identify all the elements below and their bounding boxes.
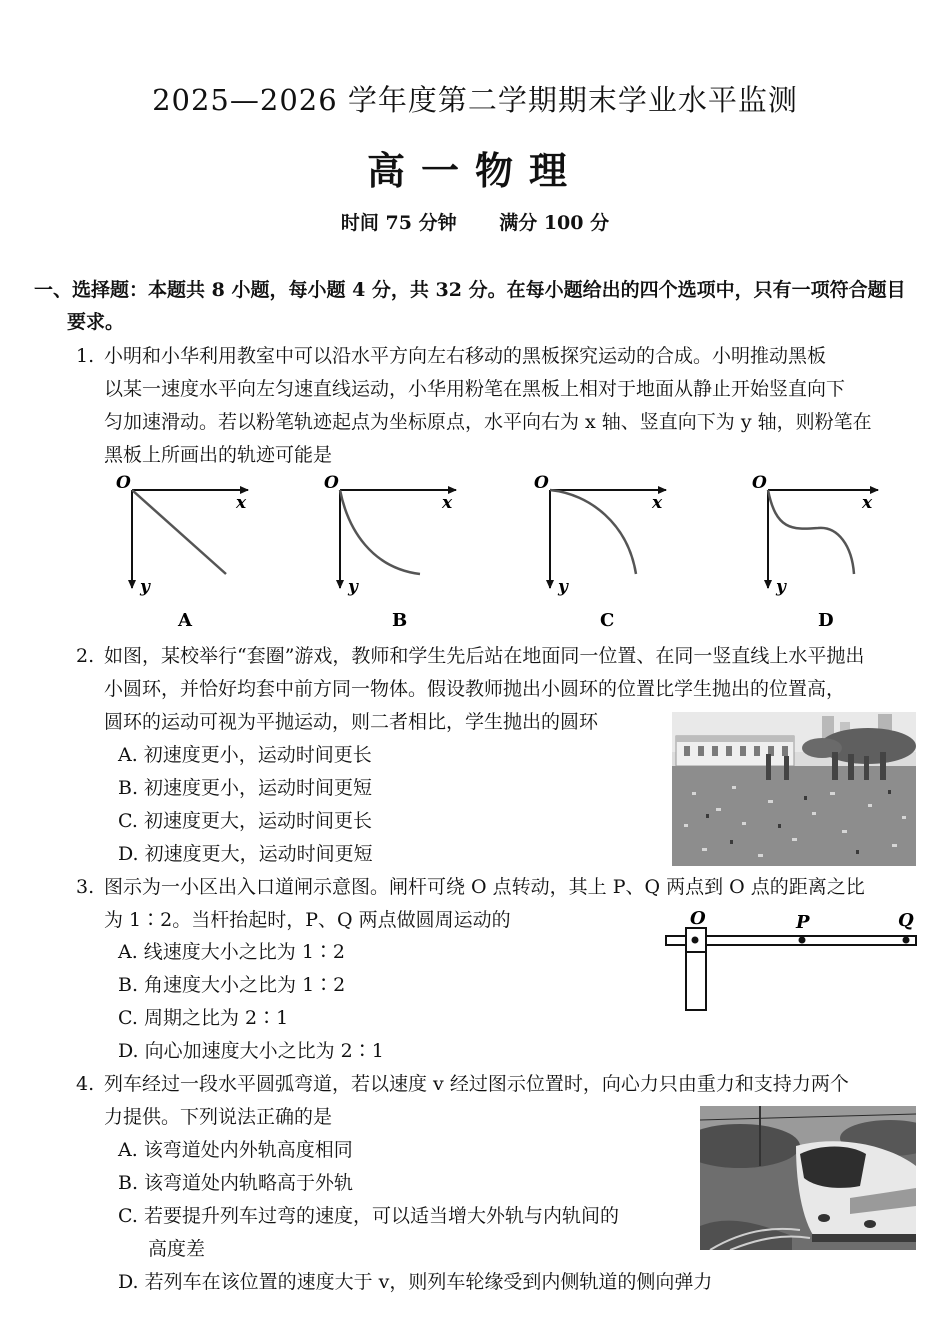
question-1 — [76, 340, 936, 480]
section-1-line2: 要求。 — [67, 311, 125, 333]
exam-time: 时间 75 分钟 — [340, 212, 457, 234]
question-2-line: 小圆环，并恰好均套中前方同一物体。假设教师抛出小圆环的位置比学生抛出的位置高， — [104, 678, 846, 700]
option-c: C. 初速度更大，运动时间更长 — [118, 810, 372, 832]
choice-label-c: C — [600, 610, 615, 631]
question-4-options — [118, 1134, 712, 1299]
option-a: A. 线速度大小之比为 1∶2 — [118, 941, 346, 963]
graph-a — [116, 473, 248, 631]
origin-label: O — [752, 473, 767, 493]
label-o: O — [690, 908, 706, 929]
option-c-continued: 高度差 — [148, 1238, 206, 1260]
choice-label-b: B — [392, 610, 408, 631]
option-b: B. 角速度大小之比为 1∶2 — [118, 974, 346, 996]
y-axis-label: y — [776, 577, 786, 597]
option-a: A. 该弯道处内外轨高度相同 — [118, 1139, 353, 1161]
question-2-options — [118, 739, 373, 871]
origin-label: O — [324, 473, 339, 493]
option-d: D. 若列车在该位置的速度大于 v，则列车轮缘受到内侧轨道的侧向弹力 — [118, 1271, 713, 1293]
exam-meta — [0, 208, 950, 235]
x-axis-label: x — [236, 493, 247, 513]
question-1-line: 小明和小华利用教室中可以沿水平方向左右移动的黑板探究运动的合成。小明推动黑板 — [104, 345, 827, 367]
subject-title: 高一物理 — [366, 148, 583, 193]
barrier-gate-diagram — [660, 906, 922, 1016]
question-2-number: 2. — [76, 645, 95, 667]
exam-title: 2025—2026 学年度第二学期期末学业水平监测 — [152, 83, 798, 117]
graph-c — [534, 473, 666, 631]
question-3-line: 图示为一小区出入口道闸示意图。闸杆可绕 O 点转动，其上 P、Q 两点到 O 点的距离之比 — [104, 876, 865, 898]
question-1-line: 以某一速度水平向左匀速直线运动，小华用粉笔在黑板上相对于地面从静止开始竖直向下 — [104, 378, 846, 400]
exam-full-score: 满分 100 分 — [499, 212, 610, 234]
question-1-number: 1. — [76, 345, 95, 367]
y-axis-label: y — [558, 577, 568, 597]
section-1-heading — [34, 274, 924, 338]
question-4-line: 力提供。下列说法正确的是 — [104, 1106, 333, 1128]
option-d: D. 初速度更大，运动时间更短 — [118, 843, 373, 865]
question-3-options — [118, 936, 384, 1068]
trajectory-curve — [768, 490, 854, 574]
question-2-line: 圆环的运动可视为平抛运动，则二者相比，学生抛出的圆环 — [104, 711, 599, 733]
question-1-line: 黑板上所画出的轨迹可能是 — [104, 444, 333, 466]
question-4-number: 4. — [76, 1073, 95, 1095]
question-1-line: 匀加速滑动。若以粉笔轨迹起点为坐标原点，水平向右为 x 轴、竖直向下为 y 轴，则粉笔在 — [104, 411, 872, 433]
x-axis-label: x — [442, 493, 453, 513]
point-p — [799, 937, 806, 944]
origin-label: O — [534, 473, 549, 493]
question-3-number: 3. — [76, 876, 95, 898]
option-c: C. 周期之比为 2∶1 — [118, 1007, 289, 1029]
choice-label-a: A — [178, 610, 192, 631]
option-a: A. 初速度更小，运动时间更长 — [118, 744, 372, 766]
label-p: P — [796, 912, 810, 933]
option-c: C. 若要提升列车过弯的速度，可以适当增大外轨与内轨间的 — [118, 1205, 619, 1227]
question-3-line: 为 1∶2。当杆抬起时，P、Q 两点做圆周运动的 — [104, 909, 511, 931]
graph-b — [324, 473, 456, 631]
option-d: D. 向心加速度大小之比为 2∶1 — [118, 1040, 384, 1062]
pivot-point-o — [692, 937, 699, 944]
y-axis-label: y — [140, 577, 150, 597]
trajectory-line — [132, 490, 226, 574]
train-curve-photo — [700, 1106, 916, 1250]
x-axis-label: x — [862, 493, 873, 513]
trajectory-curve — [340, 490, 420, 574]
option-b: B. 初速度更小，运动时间更短 — [118, 777, 373, 799]
point-q — [903, 937, 910, 944]
x-axis-label: x — [652, 493, 663, 513]
section-1-line1: 一、选择题：本题共 8 小题，每小题 4 分，共 32 分。在每小题给出的四个选项中，只有一项符合题目 — [34, 279, 906, 301]
question-4-line: 列车经过一段水平圆弧弯道，若以速度 v 经过图示位置时，向心力只由重力和支持力两个 — [104, 1073, 849, 1095]
ring-toss-photo — [672, 712, 916, 866]
option-b: B. 该弯道处内轨略高于外轨 — [118, 1172, 354, 1194]
y-axis-label: y — [348, 577, 358, 597]
question-1-graphs — [100, 470, 900, 635]
label-q: Q — [898, 910, 914, 931]
trajectory-curve — [550, 490, 636, 574]
origin-label: O — [116, 473, 131, 493]
graph-d — [752, 473, 878, 631]
question-2-line: 如图，某校举行“套圈”游戏，教师和学生先后站在地面同一位置、在同一竖直线上水平抛出 — [104, 645, 865, 667]
train-windshield — [800, 1147, 866, 1188]
choice-label-d: D — [818, 610, 834, 631]
